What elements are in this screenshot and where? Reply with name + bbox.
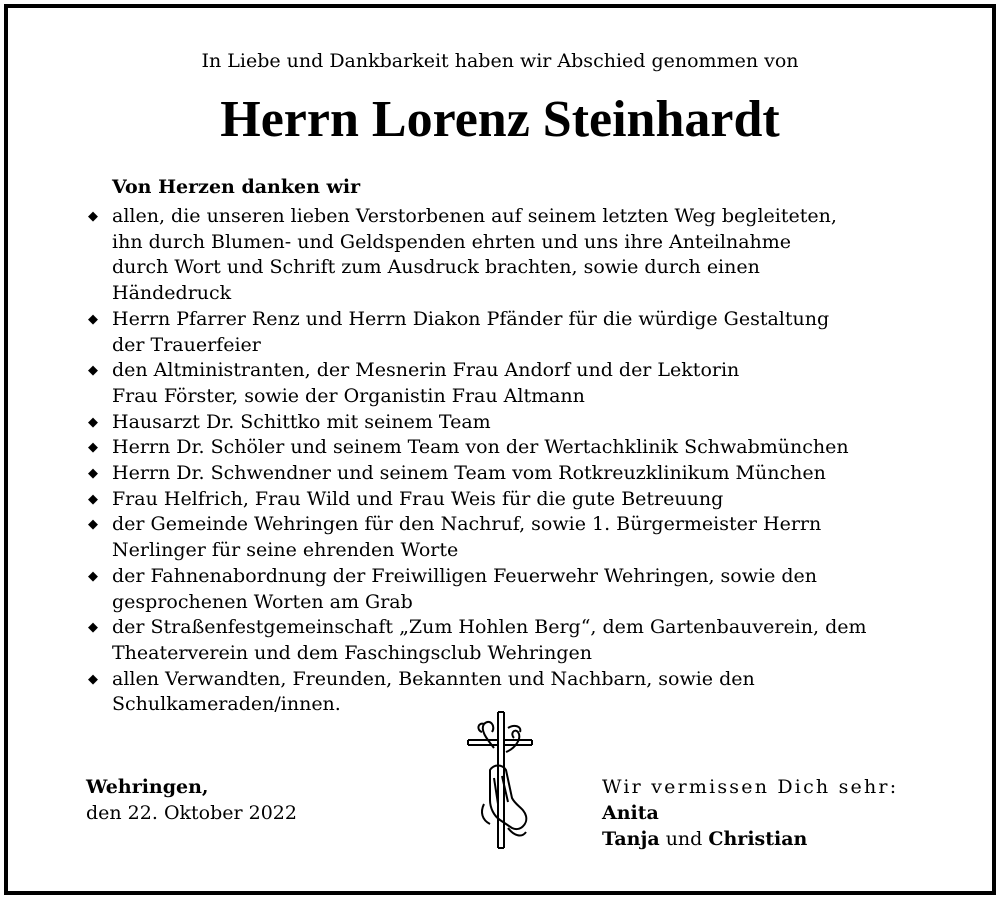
list-item-line: durch Wort und Schrift zum Ausdruck brachten, sowie durch einen xyxy=(112,256,760,279)
list-item xyxy=(88,487,948,513)
diamond-bullet-icon: ◆ xyxy=(88,671,98,687)
diamond-bullet-icon: ◆ xyxy=(88,209,98,224)
thanks-heading: Von Herzen danken wir xyxy=(112,176,361,198)
signoff-name-christian: Christian xyxy=(708,828,808,850)
list-item-line: Frau Förster, sowie der Organistin Frau Altmann xyxy=(112,384,585,407)
list-item-line: allen Verwandten, Freunden, Bekannten und Nachbarn, sowie den xyxy=(112,667,755,690)
list-item-line: Hausarzt Dr. Schittko mit seinem Team xyxy=(112,410,491,433)
list-item-line: Nerlinger für seine ehrenden Worte xyxy=(112,539,459,562)
list-item-line: der Fahnenabordnung der Freiwilligen Feuerwehr Wehringen, sowie den xyxy=(112,564,818,587)
list-item-line: Theaterverein und dem Faschingsclub Wehringen xyxy=(112,641,592,664)
list-item xyxy=(88,615,948,666)
list-item-line: gesprochenen Worten am Grab xyxy=(112,590,413,613)
list-item-line: Händedruck xyxy=(112,282,232,305)
diamond-bullet-icon: ◆ xyxy=(88,491,98,507)
list-item-line: Frau Helfrich, Frau Wild und Frau Weis für die gute Betreuung xyxy=(112,487,724,510)
list-item xyxy=(88,461,948,487)
intro-line: In Liebe und Dankbarkeit haben wir Abschied genommen von xyxy=(201,50,799,72)
list-item xyxy=(88,410,948,436)
date: den 22. Oktober 2022 xyxy=(86,802,297,824)
list-item xyxy=(88,435,948,461)
cross-praying-hands-icon xyxy=(464,708,536,852)
list-item xyxy=(88,307,948,358)
list-item-line: der Gemeinde Wehringen für den Nachruf, sowie 1. Bürgermeister Herrn xyxy=(112,513,822,536)
list-item xyxy=(88,358,948,409)
list-item xyxy=(88,204,948,307)
list-item-line: der Trauerfeier xyxy=(112,333,261,356)
list-item-line: Herrn Dr. Schwendner und seinem Team vom Rotkreuzklinikum München xyxy=(112,462,826,485)
list-item-line: allen, die unseren lieben Verstorbenen auf seinem letzten Weg begleiteten, xyxy=(112,205,837,227)
diamond-bullet-icon: ◆ xyxy=(88,620,98,636)
thanks-list xyxy=(88,204,948,718)
list-item-line: ihn durch Blumen- und Geldspenden ehrten und uns ihre Anteilnahme xyxy=(112,230,792,253)
list-item xyxy=(88,564,948,615)
signoff-conjunction: und xyxy=(665,828,703,850)
list-item-line: Herrn Pfarrer Renz und Herrn Diakon Pfänder für die würdige Gestaltung xyxy=(112,307,830,330)
list-item-line: Herrn Dr. Schöler und seinem Team von der Wertachklinik Schwabmünchen xyxy=(112,436,849,459)
deceased-name: Herrn Lorenz Steinhardt xyxy=(220,91,780,148)
signoff-line: Wir vermissen Dich sehr: xyxy=(602,776,899,798)
diamond-bullet-icon: ◆ xyxy=(88,568,98,584)
signoff-name-tanja: Tanja xyxy=(602,828,660,850)
diamond-bullet-icon: ◆ xyxy=(88,517,98,533)
list-item-line: Schulkameraden/innen. xyxy=(112,693,341,716)
diamond-bullet-icon: ◆ xyxy=(88,414,98,430)
diamond-bullet-icon: ◆ xyxy=(88,466,98,482)
signoff-name-tanja-christian xyxy=(602,826,898,852)
diamond-bullet-icon: ◆ xyxy=(88,440,98,456)
place: Wehringen, xyxy=(86,776,209,798)
signoff-name-anita: Anita xyxy=(602,802,659,824)
diamond-bullet-icon: ◆ xyxy=(88,363,98,379)
list-item xyxy=(88,512,948,563)
list-item-line: den Altministranten, der Mesnerin Frau Andorf und der Lektorin xyxy=(112,359,740,382)
signoff xyxy=(602,774,898,852)
diamond-bullet-icon: ◆ xyxy=(88,311,98,327)
list-item-line: der Straßenfestgemeinschaft „Zum Hohlen Berg“, dem Gartenbauverein, dem xyxy=(112,616,867,639)
place-date xyxy=(86,774,297,826)
